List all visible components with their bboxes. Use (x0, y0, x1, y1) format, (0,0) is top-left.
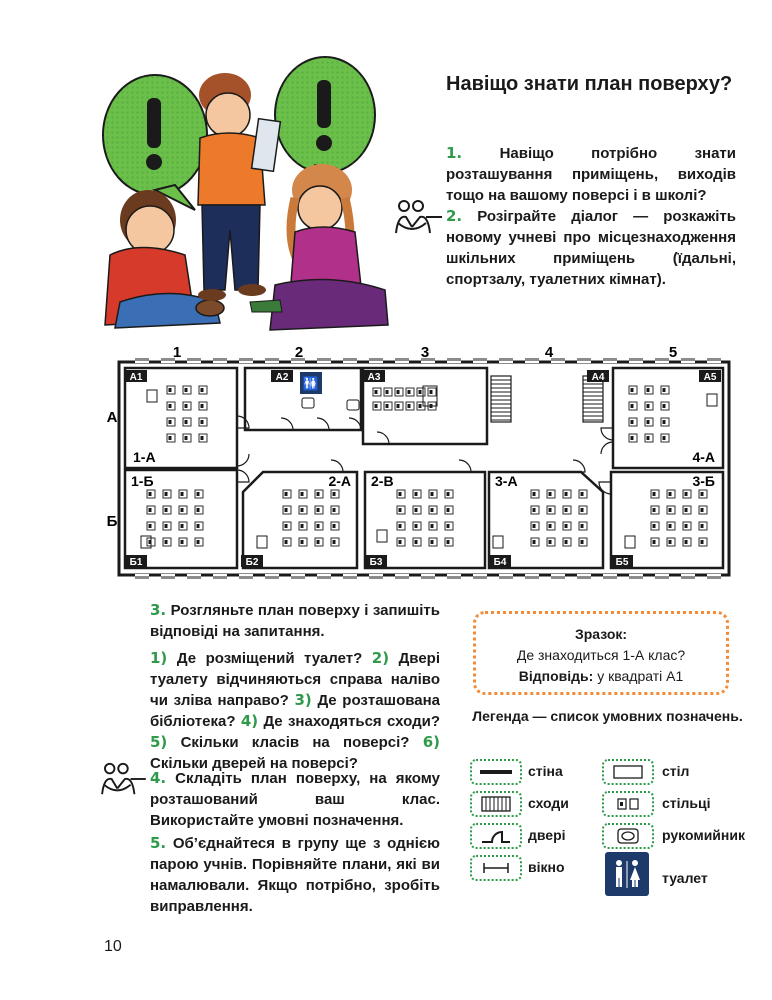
legend-label-sink: рукомийник (662, 827, 745, 843)
chairs-icon (333, 508, 336, 512)
chairs-icon (285, 540, 288, 544)
sample-answer-text: у квадраті А1 (597, 668, 684, 684)
page-number: 10 (104, 938, 122, 955)
door-icon (281, 418, 293, 430)
task-5-number: 5. (150, 834, 167, 852)
legend-title: Легенда — список умовних позначень. (472, 708, 743, 724)
chairs-icon (201, 420, 204, 424)
legend-label-chairs: стільці (662, 795, 711, 811)
chairs-icon (181, 508, 184, 512)
chairs-icon (653, 508, 656, 512)
door-icon (459, 460, 471, 472)
sink-icon (302, 398, 314, 408)
plan-cell-label: Б4 (493, 557, 507, 568)
chairs-icon (185, 436, 188, 440)
chairs-icon (701, 492, 704, 496)
question-6-text: Скільки дверей на поверсі? (150, 755, 358, 772)
chairs-icon (581, 524, 584, 528)
chairs-icon (181, 524, 184, 528)
dialog-icon-task-4 (98, 760, 148, 798)
door-icon (470, 823, 522, 849)
toilet-icon (605, 852, 649, 896)
chairs-icon (669, 492, 672, 496)
chairs-icon (565, 508, 568, 512)
chairs-icon (165, 540, 168, 544)
sample-answer-label: Відповідь: (518, 668, 594, 684)
task-1-number: 1. (446, 144, 463, 162)
door-icon (601, 428, 613, 440)
chairs-icon (431, 524, 434, 528)
chairs-icon (701, 540, 704, 544)
table-icon (602, 759, 654, 785)
chairs-icon (631, 404, 634, 408)
chairs-icon (386, 404, 389, 408)
chairs-icon (415, 508, 418, 512)
question-2-text: Двері туалету відчиняються справа наліво чи зліва направо? (150, 650, 441, 709)
door-icon (377, 432, 389, 444)
chairs-icon (663, 404, 666, 408)
question-5-number: 5) (150, 733, 168, 751)
door-icon (317, 418, 329, 430)
chairs-icon (431, 508, 434, 512)
legend-label-wall: стіна (528, 763, 563, 779)
chairs-icon (165, 492, 168, 496)
girl-sitting-illustration (250, 164, 388, 330)
chairs-icon (533, 508, 536, 512)
plan-cell-label: Б3 (369, 557, 383, 568)
legend-label-table: стіл (662, 763, 690, 779)
chairs-icon (415, 524, 418, 528)
stairs-icon (491, 376, 511, 422)
chairs-icon (386, 390, 389, 394)
floor-plan-drawing (95, 340, 735, 585)
chairs-icon (317, 524, 320, 528)
chairs-icon (375, 404, 378, 408)
chairs-icon (399, 492, 402, 496)
door-icon (237, 416, 249, 428)
chairs-icon (149, 524, 152, 528)
chairs-icon (602, 791, 654, 817)
chairs-icon (631, 436, 634, 440)
window-icon (470, 855, 522, 881)
table-icon (625, 536, 635, 548)
chairs-icon (701, 524, 704, 528)
chairs-icon (447, 508, 450, 512)
chairs-icon (647, 420, 650, 424)
legend-label-toilet: туалет (662, 870, 708, 886)
chairs-icon (565, 492, 568, 496)
chairs-icon (701, 508, 704, 512)
chairs-icon (333, 524, 336, 528)
chairs-icon (185, 388, 188, 392)
question-4-text: Де знаходяться сходи? (263, 713, 440, 730)
chairs-icon (317, 540, 320, 544)
task-3 (150, 600, 440, 642)
plan-room-name: 2-А (328, 473, 351, 489)
door-icon (237, 470, 249, 482)
chairs-icon (669, 540, 672, 544)
chairs-icon (447, 524, 450, 528)
chairs-icon (301, 492, 304, 496)
plan-room-name: 1-А (133, 449, 156, 465)
floor-plan (95, 340, 735, 585)
door-icon (599, 482, 611, 494)
chairs-icon (549, 540, 552, 544)
chairs-icon (565, 540, 568, 544)
boy-standing-illustration (198, 73, 280, 301)
dialog-icon (392, 197, 444, 237)
task-3-questions (150, 648, 440, 774)
task-5-text: Об’єднайтеся в групу ще з однією парою учнів. Порівняйте плани, які ви намалювали. Якщо потрібно, зробіть виправлення. (150, 835, 440, 915)
chairs-icon (685, 524, 688, 528)
plan-cell-label: А3 (367, 372, 381, 383)
chairs-icon (301, 524, 304, 528)
legend-label-door: двері (528, 827, 566, 843)
chairs-icon (549, 492, 552, 496)
chairs-icon (399, 524, 402, 528)
plan-room-name: 3-Б (692, 473, 715, 489)
chairs-icon (415, 540, 418, 544)
sink-icon (347, 400, 359, 410)
chairs-icon (301, 540, 304, 544)
chairs-icon (669, 508, 672, 512)
chairs-icon (685, 508, 688, 512)
chairs-icon (301, 508, 304, 512)
chairs-icon (447, 492, 450, 496)
chairs-icon (685, 540, 688, 544)
stairs-icon (470, 791, 522, 817)
chairs-icon (201, 388, 204, 392)
chairs-icon (419, 404, 422, 408)
chairs-icon (397, 404, 400, 408)
chairs-icon (333, 492, 336, 496)
plan-column-4: 4 (544, 344, 554, 361)
task-3-text: Розгляньте план поверху і запишіть відповіді на запитання. (150, 602, 440, 640)
plan-room-name: 2-В (371, 473, 394, 489)
chairs-icon (169, 388, 172, 392)
question-1-text: Де розміщений туалет? (176, 650, 363, 667)
task-4 (150, 768, 440, 831)
chairs-icon (581, 492, 584, 496)
chairs-icon (419, 390, 422, 394)
table-icon (377, 530, 387, 542)
chairs-icon (285, 492, 288, 496)
chairs-icon (149, 508, 152, 512)
chairs-icon (581, 540, 584, 544)
plan-room-name: 1-Б (131, 473, 154, 489)
chairs-icon (647, 388, 650, 392)
sample-box (473, 611, 729, 695)
chairs-icon (447, 540, 450, 544)
door-icon (601, 442, 613, 454)
plan-cell-label: А1 (129, 372, 143, 383)
plan-cell-label: А2 (275, 372, 289, 383)
kids-illustration (100, 40, 430, 340)
chairs-icon (653, 524, 656, 528)
speech-bubble-left (103, 75, 207, 210)
chairs-icon (285, 508, 288, 512)
question-4-number: 4) (240, 712, 259, 730)
chairs-icon (197, 492, 200, 496)
chairs-icon (663, 388, 666, 392)
chairs-icon (375, 390, 378, 394)
task-2-number: 2. (446, 207, 463, 225)
task-4-text: Складіть план поверху, на якому розташований ваш клас. Використайте умовні позначення. (150, 770, 440, 829)
chairs-icon (663, 436, 666, 440)
plan-row-label: А (106, 409, 118, 426)
plan-cell-label: А4 (591, 372, 605, 383)
sample-answer (476, 666, 726, 687)
chairs-icon (533, 492, 536, 496)
door-icon (573, 460, 585, 472)
chairs-icon (169, 420, 172, 424)
chairs-icon (197, 508, 200, 512)
chairs-icon (197, 540, 200, 544)
chairs-icon (169, 436, 172, 440)
table-icon (707, 394, 717, 406)
plan-column-2: 2 (294, 344, 304, 361)
table-icon (493, 536, 503, 548)
chairs-icon (533, 540, 536, 544)
chairs-icon (647, 436, 650, 440)
chairs-icon (181, 492, 184, 496)
chairs-icon (149, 492, 152, 496)
plan-room-name: 3-А (495, 473, 518, 489)
plan-cell-label: Б2 (245, 557, 259, 568)
chairs-icon (399, 508, 402, 512)
table-icon (147, 390, 157, 402)
chairs-icon (653, 492, 656, 496)
chairs-icon (430, 390, 433, 394)
chairs-icon (197, 524, 200, 528)
door-icon (331, 460, 343, 472)
question-6-number: 6) (422, 733, 441, 751)
wall-icon (470, 759, 522, 785)
question-1-number: 1) (150, 649, 168, 667)
task-1 (446, 143, 736, 206)
chairs-icon (397, 390, 400, 394)
chairs-icon (581, 508, 584, 512)
toilet-icon: 🚻 (302, 377, 320, 392)
page-heading: Навіщо знати план поверху? (446, 73, 733, 95)
chairs-icon (317, 492, 320, 496)
question-2-number: 2) (371, 649, 390, 667)
plan-cell-label: Б1 (129, 557, 143, 568)
chairs-icon (431, 492, 434, 496)
chairs-icon (549, 524, 552, 528)
chairs-icon (415, 492, 418, 496)
plan-room-name: 4-А (692, 449, 715, 465)
chairs-icon (631, 420, 634, 424)
task-2-text: Розіграйте діалог — розкажіть новому учневі про місцезнаходження шкільних приміщень (їдальні, спортзалу, туалетних кімнат). (446, 208, 736, 288)
question-3-number: 3) (294, 691, 312, 709)
chairs-icon (533, 524, 536, 528)
chairs-icon (333, 540, 336, 544)
door-icon (349, 418, 361, 430)
plan-cell-label: А5 (703, 372, 717, 383)
chairs-icon (399, 540, 402, 544)
legend-label-window: вікно (528, 859, 565, 875)
task-2 (446, 206, 736, 290)
chairs-icon (181, 540, 184, 544)
chairs-icon (631, 388, 634, 392)
sample-question: Де знаходиться 1-А клас? (516, 647, 686, 663)
chairs-icon (549, 508, 552, 512)
task-4-number: 4. (150, 769, 167, 787)
plan-column-3: 3 (420, 344, 430, 361)
plan-column-1: 1 (172, 344, 182, 361)
chairs-icon (201, 436, 204, 440)
chairs-icon (408, 390, 411, 394)
question-3-text: Де розташована бібліотека? (150, 692, 440, 730)
plan-column-5: 5 (668, 344, 678, 361)
sample-title: Зразок: (574, 626, 628, 642)
chairs-icon (165, 508, 168, 512)
legend-label-stairs: сходи (528, 795, 569, 811)
legend (470, 755, 760, 905)
chairs-icon (663, 420, 666, 424)
task-3-number: 3. (150, 601, 167, 619)
chairs-icon (201, 404, 204, 408)
chairs-icon (408, 404, 411, 408)
chairs-icon (565, 524, 568, 528)
chairs-icon (169, 404, 172, 408)
door-icon (237, 454, 249, 466)
chairs-icon (185, 420, 188, 424)
task-5 (150, 833, 440, 917)
chairs-icon (431, 540, 434, 544)
chairs-icon (317, 508, 320, 512)
task-1-text: Навіщо потрібно знати розташування приміщень, виходів тощо на вашому поверсі і в школі? (446, 145, 737, 204)
plan-cell-label: Б5 (615, 557, 629, 568)
chairs-icon (285, 524, 288, 528)
chairs-icon (165, 524, 168, 528)
question-5-text: Скільки класів на поверсі? (180, 734, 410, 751)
table-icon (257, 536, 267, 548)
plan-row-label: Б (106, 513, 118, 530)
chairs-icon (669, 524, 672, 528)
chairs-icon (685, 492, 688, 496)
chairs-icon (647, 404, 650, 408)
chairs-icon (185, 404, 188, 408)
sink-icon (602, 823, 654, 849)
chairs-icon (653, 540, 656, 544)
